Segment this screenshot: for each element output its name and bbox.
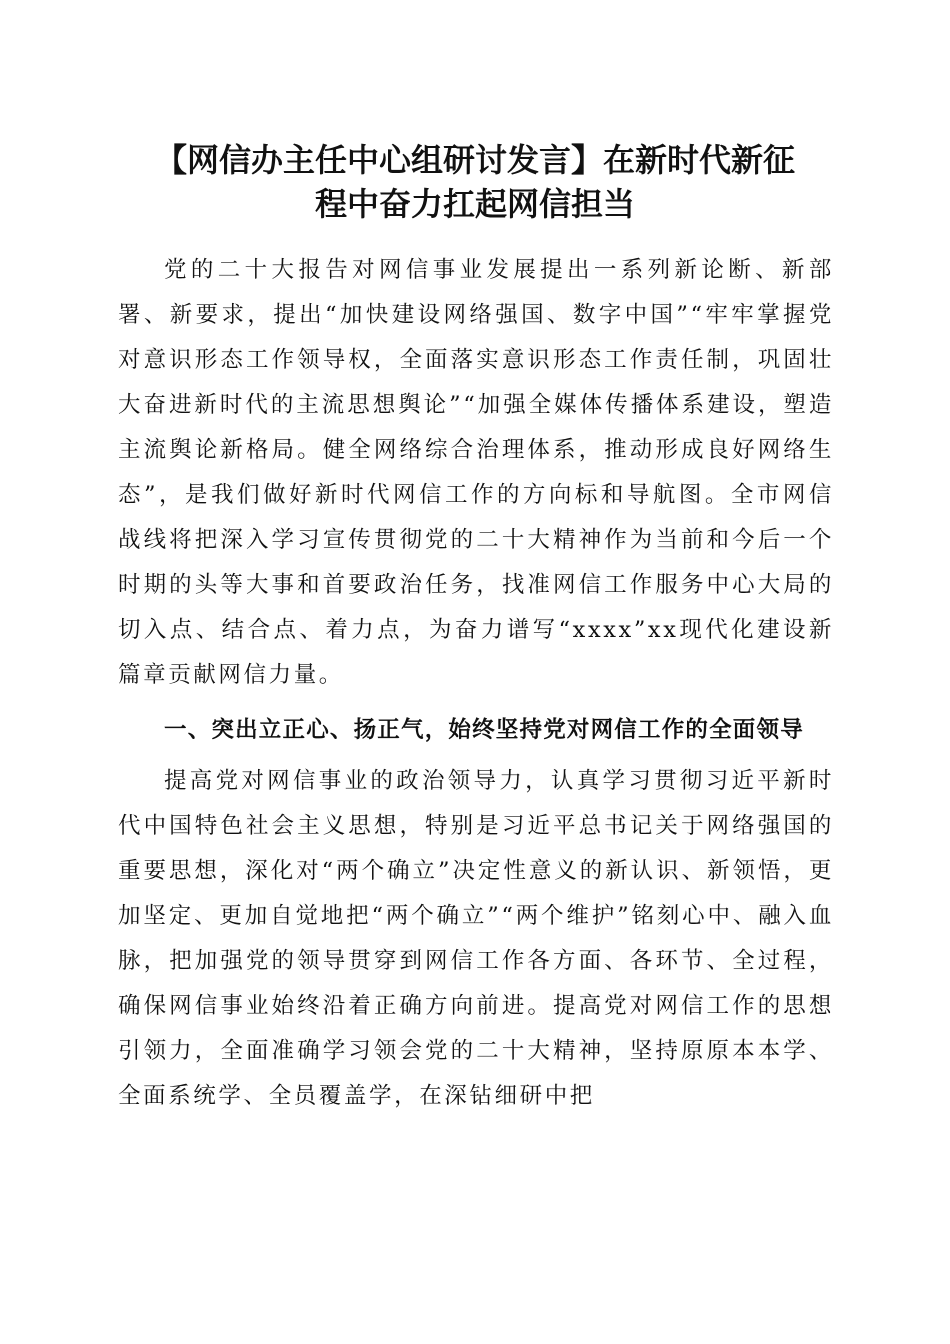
body-paragraph-2: 提高党对网信事业的政治领导力，认真学习贯彻习近平新时代中国特色社会主义思想，特别是习近平总书记关于网络强国的重要思想，深化对“两个确立”决定性意义的新认识、新领悟，更加坚定、更加自觉地把“两个确立”“两个维护”铭刻心中、融入血脉，把加强党的领导贯穿到网信工作各方面、各环节、全过程，确保网信事业始终沿着正确方向前进。提高党对网信工作的思想引领力，全面准确学习领会党的二十大精神，坚持原原本本学、全面系统学、全员覆盖学，在深钻细研中把 — [118, 768, 834, 1109]
body-paragraph-1: 党的二十大报告对网信事业发展提出一系列新论断、新部署、新要求，提出“加快建设网络强国、数字中国”“牢牢掌握党对意识形态工作领导权，全面落实意识形态工作责任制，巩固壮大奋进新时代的主流思想舆论”“加强全媒体传播体系建设，塑造主流舆论新格局。健全网络综合治理体系，推动形成良好网络生态”，是我们做好新时代网信工作的方向标和导航图。全市网信战线将把深入学习宣传贯彻党的二十大精神作为当前和今后一个时期的头等大事和首要政治任务，找准网信工作服务中心大局的切入点、结合点、着力点，为奋力谱写“xxxx”xx现代化建设新篇章贡献网信力量。 — [118, 257, 834, 688]
title-line-1: 【网信办主任中心组研讨发言】在新时代新征 — [154, 141, 795, 179]
document-title — [118, 138, 832, 226]
title-line-2: 程中奋力扛起网信担当 — [314, 185, 635, 223]
document-body — [118, 248, 834, 1119]
section-heading-1: 一、突出立正心、扬正气，始终坚持党对网信工作的全面领导 — [164, 717, 804, 743]
